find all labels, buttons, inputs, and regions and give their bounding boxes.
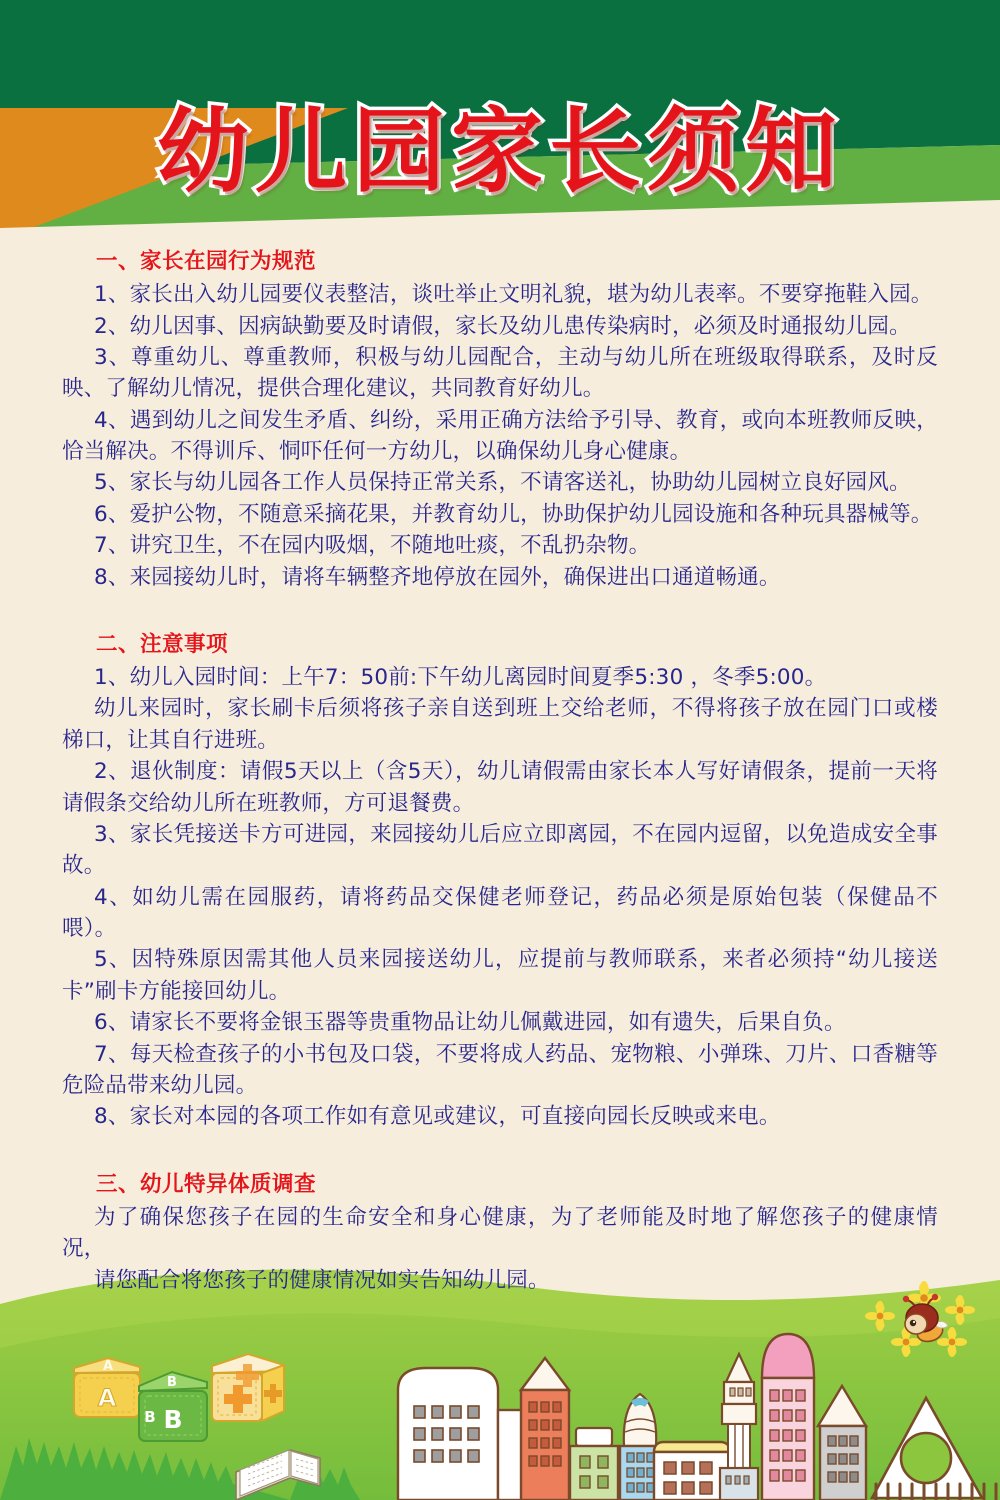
section-two-item-1: 1、幼儿入园时间：上午7：50前:下午幼儿离园时间夏季5:30 ，冬季5:00。 bbox=[94, 665, 827, 691]
toy-block-a bbox=[74, 1358, 140, 1417]
section-one-heading: 一、家长在园行为规范 bbox=[96, 249, 317, 274]
svg-text:B: B bbox=[167, 1375, 177, 1390]
section-one-item-5: 5、家长与幼儿园各工作人员保持正常关系，不请客送礼，协助幼儿园树立良好园风。 bbox=[94, 470, 911, 496]
section-two-item-1-cont: 幼儿来园时，家长刷卡后须将孩子亲自送到班上交给老师，不得将孩子放在园门口或楼梯口，让其自行进班。 bbox=[62, 696, 938, 753]
section-two-item-7: 7、每天检查孩子的小书包及口袋，不要将成人药品、宠物粮、小弹珠、刀片、口香糖等危险品带来幼儿园。 bbox=[62, 1041, 938, 1098]
section-spacer-two bbox=[62, 1147, 938, 1169]
section-one bbox=[62, 246, 938, 593]
section-one-item-8: 8、来园接幼儿时，请将车辆整齐地停放在园外，确保进出口通道畅通。 bbox=[94, 564, 781, 590]
svg-text:A: A bbox=[97, 1384, 117, 1412]
building-white-wide bbox=[398, 1368, 498, 1500]
svg-text:B: B bbox=[163, 1405, 183, 1434]
toy-block-cross bbox=[212, 1354, 284, 1421]
section-three-item-2: 请您配合将您孩子的健康情况如实告知幼儿园。 bbox=[94, 1267, 550, 1293]
section-one-item-2: 2、幼儿因事、因病缺勤要及时请假，家长及幼儿患传染病时，必须及时通报幼儿园。 bbox=[94, 313, 911, 339]
section-two-item-6: 6、请家长不要将金银玉器等贵重物品让幼儿佩戴进园，如有遗失，后果自负。 bbox=[94, 1010, 846, 1036]
section-two-item-4: 4、如幼儿需在园服药，请将药品交保健老师登记，药品必须是原始包装（保健品不喂）。 bbox=[62, 884, 938, 942]
section-one-item-6: 6、爱护公物，不随意采摘花果，并教育幼儿，协助保护幼儿园设施和各种玩具器械等。 bbox=[94, 501, 933, 527]
section-two-item-5: 5、因特殊原因需其他人员来园接送幼儿，应提前与教师联系，来者必须持“幼儿接送卡”刷卡方能接回幼儿。 bbox=[62, 947, 938, 1004]
section-two-item-8: 8、家长对本园的各项工作如有意见或建议，可直接向园长反映或来电。 bbox=[94, 1104, 781, 1130]
section-three-heading: 三、幼儿特异体质调查 bbox=[96, 1171, 317, 1197]
section-two bbox=[62, 629, 938, 1133]
section-one-item-1: 1、家长出入幼儿园要仪表整洁，谈吐举止文明礼貌，堪为幼儿表率。不要穿拖鞋入园。 bbox=[94, 282, 933, 308]
poster-content bbox=[0, 246, 1000, 1310]
svg-text:B: B bbox=[144, 1408, 156, 1426]
toy-block-b bbox=[139, 1372, 207, 1441]
section-two-item-3: 3、家长凭接送卡方可进园，来园接幼儿后应立即离园，不在园内逗留，以免造成安全事故。 bbox=[62, 821, 938, 879]
section-two-heading: 二、注意事项 bbox=[96, 631, 229, 657]
poster-title: 幼儿园家长须知 bbox=[156, 98, 843, 205]
section-one-item-3: 3、尊重幼儿、尊重教师，积极与幼儿园配合，主动与幼儿所在班级取得联系，及时反映、了解幼儿情况，提供合理化建议，共同教育好幼儿。 bbox=[62, 344, 938, 402]
section-three-item-1: 为了确保您孩子在园的生命安全和身心健康，为了老师能及时地了解您孩子的健康情况， bbox=[62, 1204, 938, 1262]
section-two-item-2: 2、退伙制度：请假5天以上（含5天），幼儿请假需由家长本人写好请假条，提前一天将请假条交给幼儿所在班教师，方可退餐费。 bbox=[62, 759, 938, 816]
building-green-low bbox=[570, 1428, 618, 1500]
section-spacer-one bbox=[62, 607, 938, 629]
building-pink-tall bbox=[762, 1334, 814, 1500]
section-one-item-7: 7、讲究卫生，不在园内吸烟，不随地吐痰，不乱扔杂物。 bbox=[94, 533, 651, 559]
section-one-item-4: 4、遇到幼儿之间发生矛盾、纠纷，采用正确方法给予引导、教育，或向本班教师反映，恰当解决。不得训斥、恫吓任何一方幼儿，以确保幼儿身心健康。 bbox=[62, 407, 938, 465]
svg-text:A: A bbox=[102, 1359, 114, 1374]
section-three bbox=[62, 1169, 938, 1296]
building-yellow bbox=[654, 1442, 730, 1500]
building-coral-tower bbox=[521, 1358, 569, 1500]
